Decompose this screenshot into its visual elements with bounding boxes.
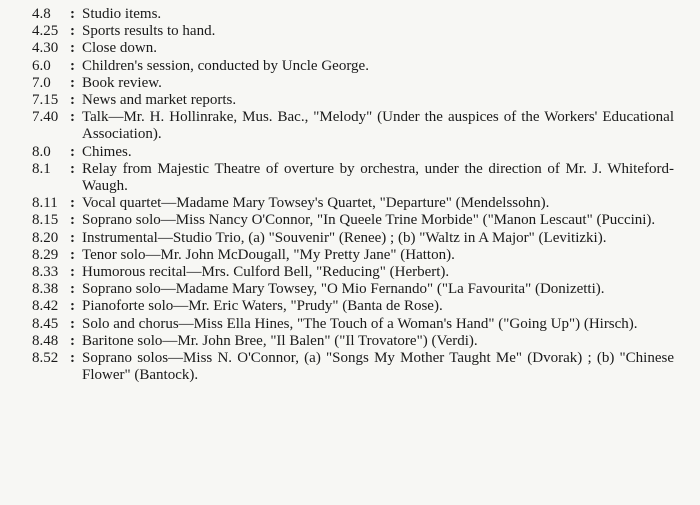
entry-separator: : bbox=[70, 160, 75, 177]
program-entry bbox=[32, 195, 682, 212]
entry-separator: : bbox=[70, 298, 75, 315]
program-entry bbox=[32, 75, 682, 92]
entry-text: Soprano solo—Madame Mary Towsey, "O Mio Fernando" ("La Favourita" (Donizetti). bbox=[82, 281, 605, 298]
entry-time: 4.30 bbox=[32, 40, 59, 57]
entry-text: Relay from Majestic Theatre of overture by orchestra, under the direction of Mr. J. Whiteford-Waugh. bbox=[82, 160, 674, 195]
program-entry bbox=[32, 92, 682, 109]
entry-time: 7.0 bbox=[32, 74, 51, 91]
program-entry bbox=[32, 333, 682, 350]
entry-text: Close down. bbox=[82, 40, 157, 57]
program-entry bbox=[32, 109, 682, 143]
entry-time: 8.38 bbox=[32, 281, 59, 298]
entry-time: 8.11 bbox=[32, 195, 58, 212]
entry-separator: : bbox=[70, 92, 75, 109]
entry-separator: : bbox=[70, 40, 75, 57]
entry-time: 6.0 bbox=[32, 57, 51, 74]
program-entry bbox=[32, 58, 682, 75]
program-entry bbox=[32, 230, 682, 247]
entry-time: 4.25 bbox=[32, 23, 59, 40]
program-entry bbox=[32, 23, 682, 40]
entry-separator: : bbox=[70, 109, 75, 126]
entry-separator: : bbox=[70, 332, 75, 349]
entry-separator: : bbox=[70, 195, 75, 212]
program-entry bbox=[32, 212, 682, 229]
entry-separator: : bbox=[70, 6, 75, 22]
entry-separator: : bbox=[70, 212, 75, 229]
entry-text: Chimes. bbox=[82, 143, 132, 160]
entry-separator: : bbox=[70, 23, 75, 40]
entry-separator: : bbox=[70, 57, 75, 74]
program-entry bbox=[32, 264, 682, 281]
entry-time: 8.45 bbox=[32, 315, 59, 332]
entry-text: Vocal quartet—Madame Mary Towsey's Quartet, "Departure" (Mendelssohn). bbox=[82, 195, 550, 212]
entry-text: Book review. bbox=[82, 74, 162, 91]
entry-separator: : bbox=[70, 229, 75, 246]
entry-time: 7.40 bbox=[32, 109, 59, 126]
entry-text: Solo and chorus—Miss Ella Hines, "The Touch of a Woman's Hand" ("Going Up") (Hirsch). bbox=[82, 315, 638, 332]
entry-separator: : bbox=[70, 264, 75, 281]
entry-text: Sports results to hand. bbox=[82, 23, 216, 40]
entry-text: Instrumental—Studio Trio, (a) "Souvenir" (Renee) ; (b) "Waltz in A Major" (Levitizki). bbox=[82, 229, 607, 246]
entry-text: Baritone solo—Mr. John Bree, "Il Balen" ("Il Trovatore") (Verdi). bbox=[82, 332, 478, 349]
entry-time: 8.48 bbox=[32, 332, 59, 349]
entry-separator: : bbox=[70, 315, 75, 332]
entry-time: 4.8 bbox=[32, 6, 51, 22]
program-entry bbox=[32, 316, 682, 333]
entry-text: Pianoforte solo—Mr. Eric Waters, "Prudy" (Banta de Rose). bbox=[82, 298, 443, 315]
entry-text: Studio items. bbox=[82, 6, 162, 22]
program-entry bbox=[32, 298, 682, 315]
entry-text: Talk—Mr. H. Hollinrake, Mus. Bac., "Melody" (Under the auspices of the Workers' Educational Association). bbox=[82, 109, 674, 143]
program-entry bbox=[32, 247, 682, 264]
entry-time: 8.15 bbox=[32, 212, 59, 229]
entry-separator: : bbox=[70, 143, 75, 160]
program-entry bbox=[32, 161, 682, 195]
entry-separator: : bbox=[70, 281, 75, 298]
entry-time: 8.52 bbox=[32, 350, 59, 367]
entry-time: 8.29 bbox=[32, 246, 59, 263]
entry-text: Soprano solo—Miss Nancy O'Connor, "In Queele Trine Morbide" ("Manon Lescaut" (Puccini). bbox=[82, 212, 656, 229]
entry-text: News and market reports. bbox=[82, 92, 237, 109]
entry-text: Humorous recital—Mrs. Culford Bell, "Reducing" (Herbert). bbox=[82, 264, 450, 281]
program-entry bbox=[32, 281, 682, 298]
entry-time: 8.33 bbox=[32, 264, 59, 281]
entry-time: 8.1 bbox=[32, 160, 51, 177]
entry-time: 8.20 bbox=[32, 229, 59, 246]
entry-time: 7.15 bbox=[32, 92, 59, 109]
entry-separator: : bbox=[70, 350, 75, 367]
program-entry bbox=[32, 350, 682, 384]
entry-text: Tenor solo—Mr. John McDougall, "My Pretty Jane" (Hatton). bbox=[82, 246, 455, 263]
entry-separator: : bbox=[70, 74, 75, 91]
entry-separator: : bbox=[70, 246, 75, 263]
program-entry bbox=[32, 40, 682, 57]
program-entry bbox=[32, 6, 682, 23]
entry-text: Soprano solos—Miss N. O'Connor, (a) "Songs My Mother Taught Me" (Dvorak) ; (b) "Chinese Flower" (Bantock). bbox=[82, 350, 674, 384]
entry-time: 8.0 bbox=[32, 143, 51, 160]
program-entry bbox=[32, 144, 682, 161]
entry-time: 8.42 bbox=[32, 298, 59, 315]
entry-text: Children's session, conducted by Uncle George. bbox=[82, 57, 369, 74]
